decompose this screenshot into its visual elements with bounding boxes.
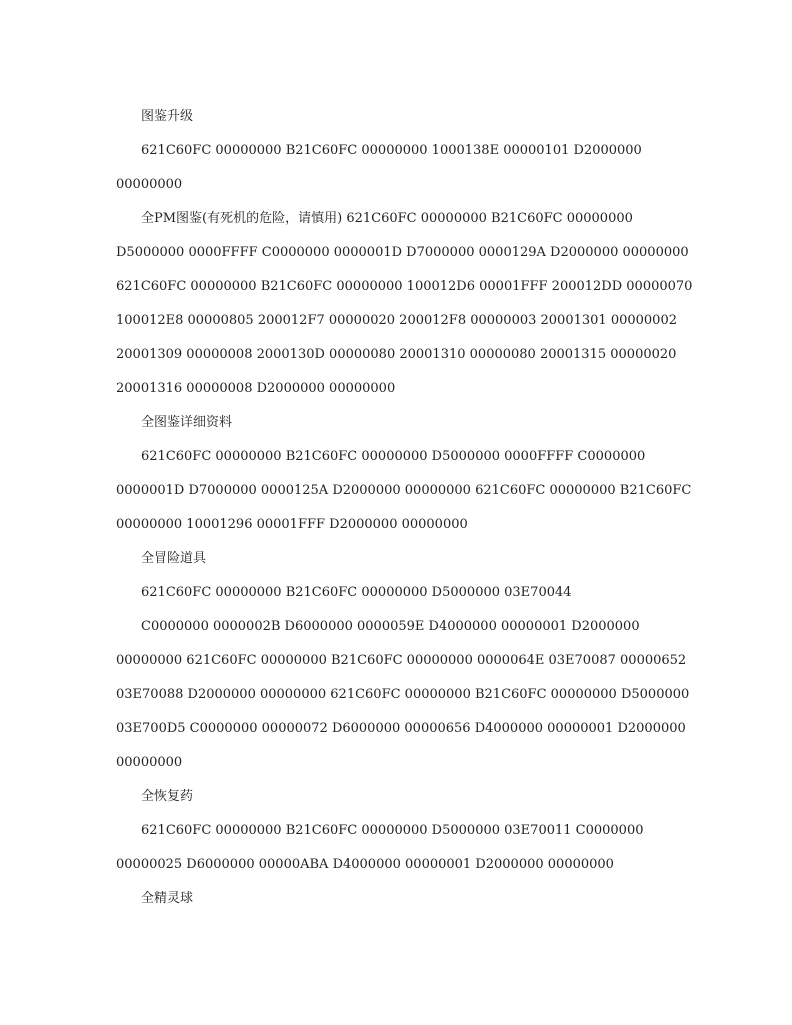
code-line: 621C60FC 00000000 B21C60FC 00000000 100012D6 00001FFF 200012DD 00000070 (116, 279, 693, 294)
code-line: D5000000 0000FFFF C0000000 0000001D D7000000 0000129A D2000000 00000000 (116, 245, 689, 260)
code-line: 20001316 00000008 D2000000 00000000 (116, 381, 396, 396)
code-line: 00000000 (116, 177, 183, 192)
section-heading: 全恢复药 (141, 789, 194, 804)
code-line: 621C60FC 00000000 B21C60FC 00000000 D5000000 03E70044 (141, 585, 572, 600)
code-line: 00000000 10001296 00001FFF D2000000 00000000 (116, 517, 468, 532)
code-line: 621C60FC 00000000 B21C60FC 00000000 1000138E 00000101 D2000000 (141, 143, 642, 158)
code-line: 03E700D5 C0000000 00000072 D6000000 00000656 D4000000 00000001 D2000000 (116, 721, 686, 736)
code-line: 621C60FC 00000000 B21C60FC 00000000 D5000000 0000FFFF C0000000 (141, 449, 646, 464)
code-line: 00000025 D6000000 00000ABA D4000000 00000001 D2000000 00000000 (116, 857, 614, 872)
code-line: 00000000 621C60FC 00000000 B21C60FC 00000000 0000064E 03E70087 00000652 (116, 653, 687, 668)
section-heading: 图鉴升级 (141, 109, 194, 124)
document-body (116, 100, 693, 916)
section-heading: 全PM图鉴(有死机的危险，请慎用) 621C60FC 00000000 B21C60FC 00000000 (141, 211, 633, 226)
code-line: C0000000 0000002B D6000000 0000059E D4000000 00000001 D2000000 (141, 619, 640, 634)
code-line: 621C60FC 00000000 B21C60FC 00000000 D5000000 03E70011 C0000000 (141, 823, 644, 838)
code-line: 20001309 00000008 2000130D 00000080 20001310 00000080 20001315 00000020 (116, 347, 677, 362)
section-heading: 全精灵球 (141, 891, 194, 906)
code-line: 100012E8 00000805 200012F7 00000020 200012F8 00000003 20001301 00000002 (116, 313, 677, 328)
section-heading: 全图鉴详细资料 (141, 415, 233, 430)
code-line: 03E70088 D2000000 00000000 621C60FC 00000000 B21C60FC 00000000 D5000000 (116, 687, 690, 702)
section-heading: 全冒险道具 (141, 551, 207, 566)
code-line: 0000001D D7000000 0000125A D2000000 00000000 621C60FC 00000000 B21C60FC (116, 483, 692, 498)
code-line: 00000000 (116, 755, 183, 770)
